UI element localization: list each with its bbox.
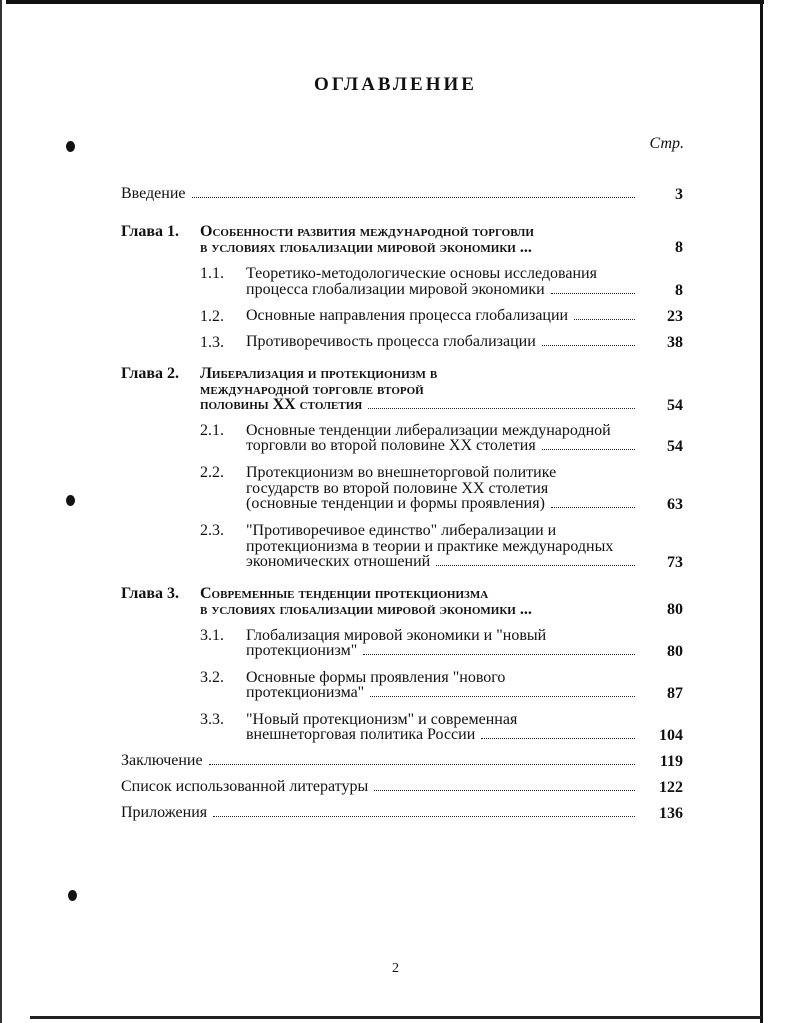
toc-page-number: 104: [659, 727, 683, 744]
section-title-line[interactable]: государств во второй половине XX столетия: [246, 480, 549, 497]
scan-border-bottom: [30, 1016, 761, 1019]
section-title-line: (основные тенденции и формы проявления): [246, 495, 545, 512]
section-number: 3.1.: [200, 627, 224, 644]
chapter-label: Глава 1.: [121, 223, 179, 240]
section-number: 1.2.: [200, 308, 224, 325]
section-number: 3.3.: [200, 711, 224, 728]
scan-border-top: [6, 0, 764, 4]
section-title-line: экономических отношений: [246, 553, 431, 570]
section-title-line[interactable]: "Противоречивое единство" либерализации и: [246, 522, 557, 539]
toc-page-number: 3: [675, 186, 683, 203]
toc-page-number: 119: [659, 753, 683, 770]
page-title: ОГЛАВЛЕНИЕ: [314, 74, 477, 95]
toc-page-number: 38: [667, 334, 683, 351]
toc-page-number: 80: [667, 643, 683, 660]
section-title-line[interactable]: "Новый протекционизм" и современная: [246, 711, 518, 728]
toc-entry-title: Заключение: [121, 752, 203, 769]
toc-entry-title: Приложения: [121, 804, 208, 821]
toc-entry-title: Список использованной литературы: [121, 778, 369, 795]
toc-page-number: 63: [667, 496, 683, 513]
chapter-title-line[interactable]: Либерализация и протекционизм в: [200, 365, 438, 382]
section-title-line[interactable]: Основные тенденции либерализации международной: [246, 422, 611, 439]
chapter-title-line: половины XX столетия: [200, 396, 363, 413]
section-number: 3.2.: [200, 669, 224, 686]
toc-page-number: 87: [667, 685, 683, 702]
toc-page-number: 122: [659, 779, 683, 796]
chapter-label: Глава 2.: [121, 365, 179, 382]
punch-hole: [66, 141, 75, 152]
toc-entry-title: Введение: [121, 185, 186, 202]
punch-hole: [68, 890, 77, 901]
section-number: 1.1.: [200, 265, 224, 282]
section-number: 2.1.: [200, 422, 224, 439]
section-number: 2.3.: [200, 522, 224, 539]
toc-page-number: 8: [675, 282, 683, 299]
section-title-line: протекционизм": [246, 642, 358, 659]
chapter-title-line[interactable]: Особенности развития международной торговли: [200, 223, 534, 240]
chapter-title-line[interactable]: международной торговле второй: [200, 381, 424, 398]
toc-page-number: 23: [667, 308, 683, 325]
scan-border-right: [760, 0, 763, 1023]
toc-page-number: 80: [667, 601, 683, 618]
chapter-title-line[interactable]: в условиях глобализации мировой экономики ...: [200, 239, 532, 256]
section-number: 1.3.: [200, 334, 224, 351]
section-title-line[interactable]: Теоретико-методологические основы исследования: [246, 265, 597, 282]
section-title-line: протекционизма": [246, 684, 365, 701]
section-title-line[interactable]: Протекционизм во внешнеторговой политике: [246, 464, 557, 481]
section-title-line[interactable]: Глобализация мировой экономики и "новый: [246, 627, 547, 644]
section-title-line: процесса глобализации мировой экономики: [246, 281, 545, 298]
section-title-line[interactable]: протекционизма в теории и практике международных: [246, 538, 614, 555]
section-title-line: внешнеторговая политика России: [246, 726, 476, 743]
toc-page-number: 54: [667, 397, 683, 414]
chapter-title-line[interactable]: в условиях глобализации мировой экономики ...: [200, 601, 532, 618]
section-title-line: Противоречивость процесса глобализации: [246, 333, 536, 350]
section-number: 2.2.: [200, 464, 224, 481]
chapter-title-line[interactable]: Современные тенденции протекционизма: [200, 585, 489, 602]
section-title-line[interactable]: Основные формы проявления "нового: [246, 669, 506, 686]
toc-page-number: 54: [667, 438, 683, 455]
section-title-line: Основные направления процесса глобализации: [246, 307, 569, 324]
toc-page-number: 8: [675, 239, 683, 256]
page-number: 2: [392, 961, 399, 976]
toc-page-number: 73: [667, 554, 683, 571]
toc-page-number: 136: [659, 805, 683, 822]
page-column-label: Стр.: [649, 135, 684, 152]
chapter-label: Глава 3.: [121, 585, 179, 602]
section-title-line: торговли во второй половине XX столетия: [246, 437, 536, 454]
